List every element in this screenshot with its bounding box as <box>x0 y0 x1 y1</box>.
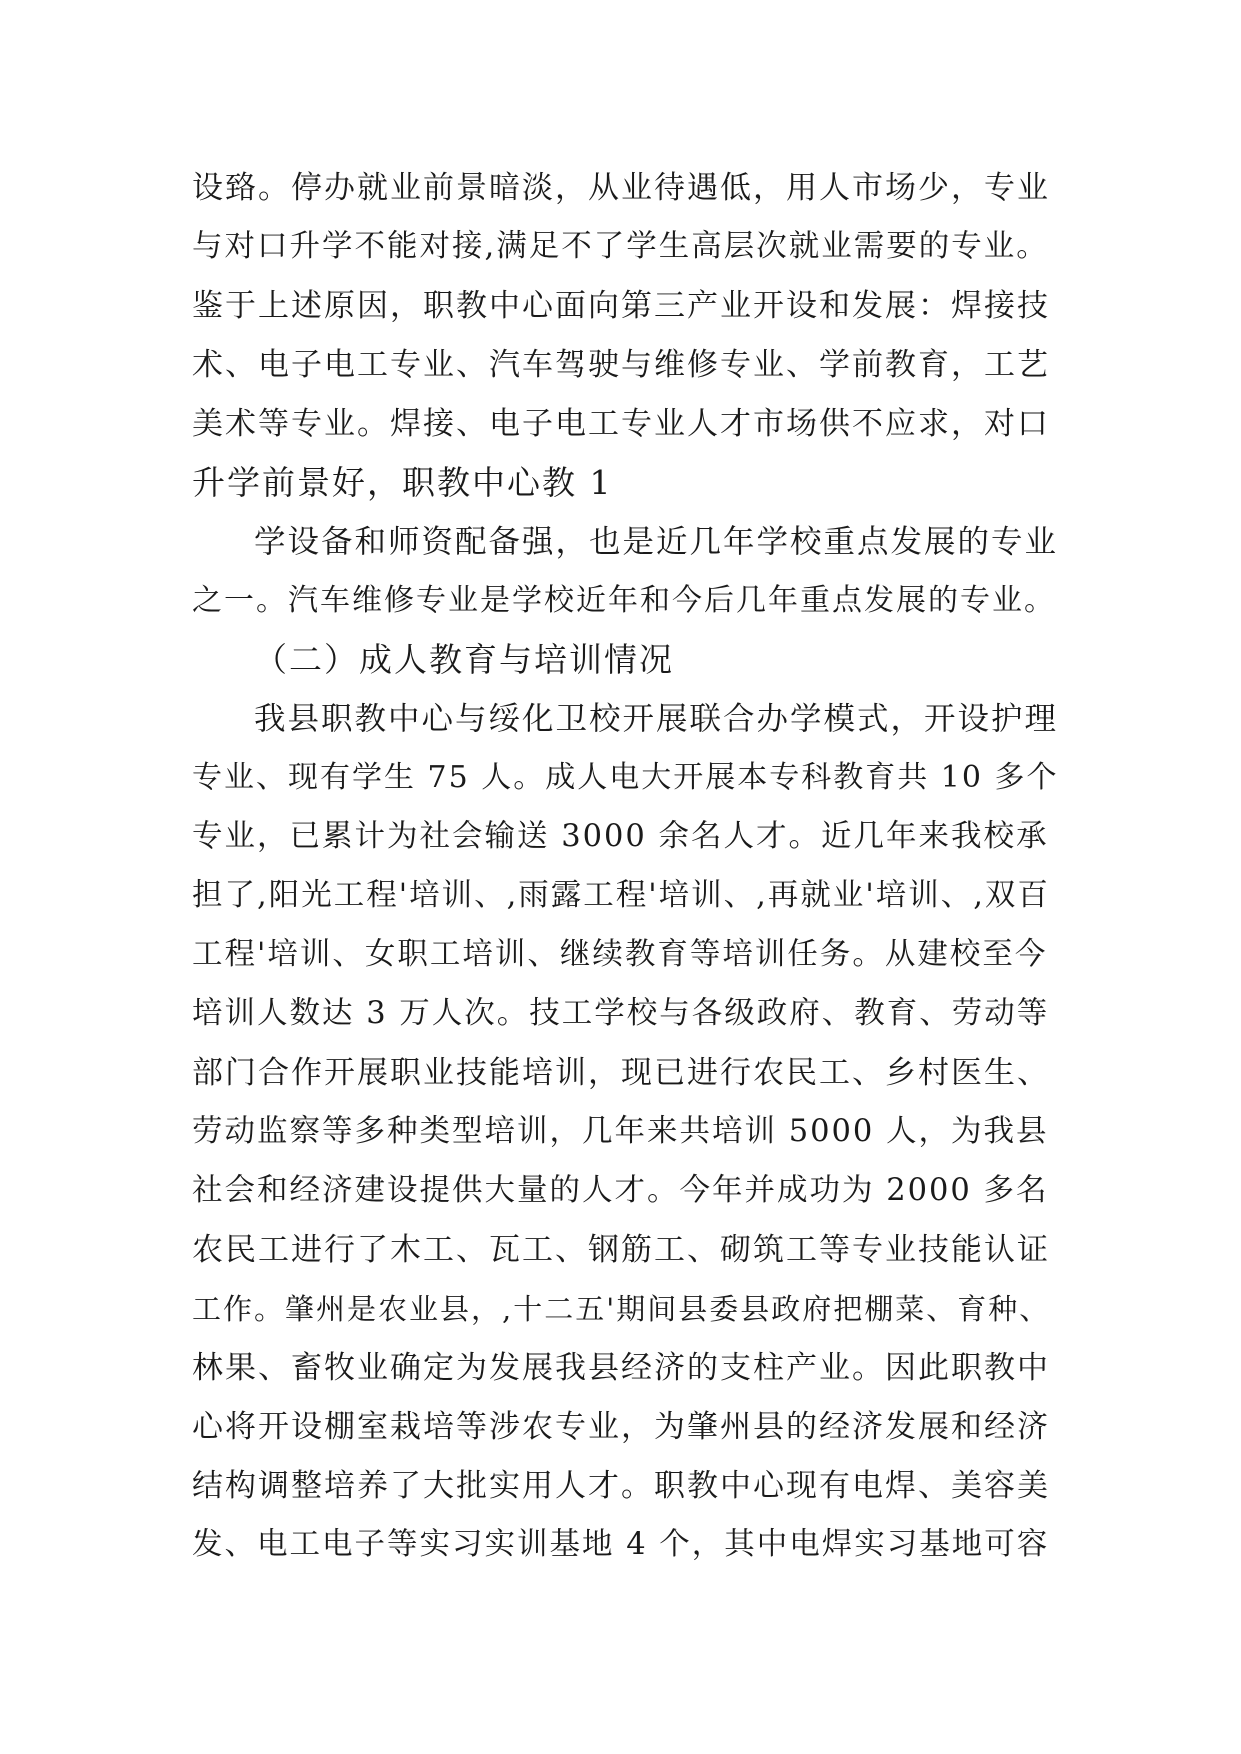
paragraph-line: 工程'培训、女职工培训、继续教育等培训任务。从建校至今 <box>192 937 1048 972</box>
paragraph-line: 美术等专业。焊接、电子电工专业人才市场供不应求，对口 <box>192 406 1050 442</box>
paragraph-line: 与对口升学不能对接,满足不了学生高层次就业需要的专业。 <box>192 229 1049 264</box>
paragraph-line: 我县职教中心与绥化卫校开展联合办学模式，开设护理 <box>254 701 1059 737</box>
paragraph-line: 农民工进行了木工、瓦工、钢筋工、砌筑工等专业技能认证 <box>192 1232 1050 1268</box>
paragraph-line: 劳动监察等多种类型培训，几年来共培训 5000 人，为我县 <box>192 1114 1049 1149</box>
paragraph-line: 培训人数达 3 万人次。技工学校与各级政府、教育、劳动等 <box>192 996 1050 1031</box>
paragraph-line: 升学前景好，职教中心教 1 <box>192 463 613 502</box>
section-heading: （二）成人教育与培训情况 <box>254 640 674 679</box>
paragraph-line: 之一。汽车维修专业是学校近年和今后几年重点发展的专业。 <box>192 583 1056 618</box>
paragraph-line: 术、电子电工专业、汽车驾驶与维修专业、学前教育，工艺 <box>192 347 1050 383</box>
paragraph-line: 工作。肇州是农业县，,十二五'期间县委县政府把棚菜、育种、 <box>192 1292 1051 1326</box>
paragraph-line: 林果、畜牧业确定为发展我县经济的支柱产业。因此职教中 <box>192 1350 1050 1386</box>
paragraph-line: 结构调整培养了大批实用人才。职教中心现有电焊、美容美 <box>192 1468 1050 1504</box>
paragraph-line: 社会和经济建设提供大量的人才。今年并成功为 2000 多名 <box>192 1173 1049 1208</box>
paragraph-line: 设臵。停办就业前景暗淡，从业待遇低，用人市场少，专业 <box>192 170 1050 206</box>
paragraph-line: 专业，已累计为社会输送 3000 余名人才。近几年来我校承 <box>192 819 1049 854</box>
paragraph-line: 学设备和师资配备强，也是近几年学校重点发展的专业 <box>254 524 1059 560</box>
paragraph-line: 心将开设棚室栽培等涉农专业，为肇州县的经济发展和经济 <box>192 1409 1050 1445</box>
paragraph-line: 担了,阳光工程'培训、,雨露工程'培训、,再就业'培训、,双百 <box>192 878 1050 913</box>
paragraph-line: 鉴于上述原因，职教中心面向第三产业开设和发展：焊接技 <box>192 288 1050 324</box>
paragraph-line: 专业、现有学生 75 人。成人电大开展本专科教育共 10 多个 <box>192 760 1059 795</box>
paragraph-line: 发、电工电子等实习实训基地 4 个，其中电焊实习基地可容 <box>192 1527 1050 1562</box>
paragraph-line: 部门合作开展职业技能培训，现已进行农民工、乡村医生、 <box>192 1055 1050 1091</box>
